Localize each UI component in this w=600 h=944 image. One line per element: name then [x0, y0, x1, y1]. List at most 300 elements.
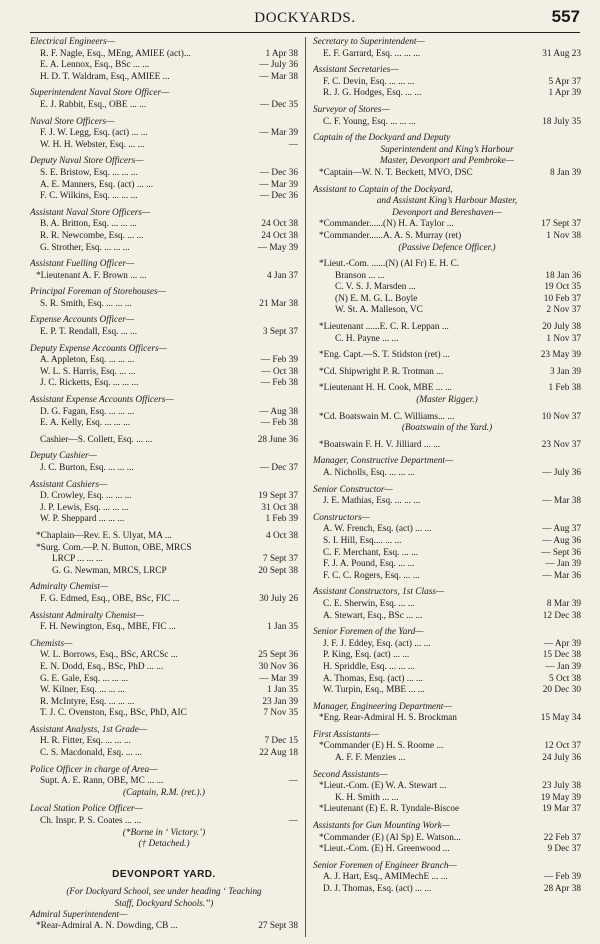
entry-name: F. G. Edmed, Esq., OBE, BSc, FIC ... — [40, 593, 180, 604]
section-heading: Constructors— — [313, 512, 370, 523]
entry-name: Branson ... ... — [335, 270, 385, 281]
entry-date: 18 July 35 — [542, 116, 581, 127]
entry-row — [30, 243, 298, 255]
entry-row — [30, 435, 298, 447]
entry-row — [313, 833, 581, 845]
entry-row — [313, 282, 581, 294]
entry-date: 23 Jan 39 — [262, 696, 298, 707]
entry-block — [30, 480, 298, 526]
entry-name: H. D. T. Waldram, Esq., AMIEE ... — [40, 71, 170, 82]
entry-block — [313, 133, 581, 179]
entry-row — [313, 536, 581, 548]
entry-date: — Dec 37 — [259, 463, 298, 473]
entry-date: 22 Feb 37 — [543, 832, 581, 843]
page-number: 557 — [551, 7, 580, 26]
entry-date: 21 Mar 38 — [259, 298, 298, 309]
entry-block — [30, 804, 298, 850]
entry-name: W. L. S. Harris, Esq. ... ... — [40, 366, 136, 377]
section-heading: Chemists— — [30, 638, 73, 649]
entry-name: D. Crowley, Esq. ... ... ... — [40, 491, 132, 502]
entry-name: *Eng. Capt.—S. T. Stidston (ret) ... — [319, 350, 450, 361]
entry-block — [313, 770, 581, 816]
entry-name: *Commander (E) (Al Sp) E. Watson... — [319, 832, 461, 843]
entry-date: — Mar 38 — [542, 496, 581, 507]
entry-date: — Mar 38 — [259, 71, 298, 82]
entry-row — [313, 468, 581, 480]
entry-name: W. L. Borrows, Esq., BSc, ARCSc ... — [40, 650, 178, 661]
entry-row — [313, 685, 581, 697]
entry-name: Ch. Inspr. P. S. Coates ... ... — [40, 816, 142, 827]
entry-name: Cashier—S. Collett, Esq. ... ... — [40, 434, 153, 445]
section-heading: Expense Accounts Officer— — [30, 315, 135, 326]
page-title: DOCKYARDS. — [254, 10, 356, 26]
entry-date: — Feb 39 — [260, 355, 298, 366]
entry-row — [30, 271, 298, 283]
entry-date: 7 Dec 15 — [264, 736, 298, 747]
entry-block — [30, 639, 298, 720]
section-heading: Manager, Engineering Department— — [313, 701, 452, 712]
entry-date: — May 39 — [257, 242, 298, 253]
section-heading: Assistant Constructors, 1st Class— — [313, 587, 445, 598]
entry-row — [30, 531, 298, 543]
entry-name: F. J. W. Legg, Esq. (act) ... ... — [40, 128, 148, 139]
section-heading: Assistant Analysts, 1st Grade— — [30, 724, 148, 735]
entry-block — [313, 65, 581, 100]
entry-date: 12 Oct 37 — [544, 741, 581, 752]
entry-block — [313, 485, 581, 508]
entry-row — [313, 496, 581, 508]
entry-row — [313, 662, 581, 674]
entry-date: 18 Jan 36 — [545, 270, 581, 281]
entry-row — [30, 72, 298, 84]
entry-date: — Mar 39 — [259, 128, 298, 139]
entry-row — [30, 816, 298, 828]
entry-block — [30, 725, 298, 760]
entry-row — [313, 168, 581, 180]
entry-name: R. J. G. Hodges, Esq. ... ... — [323, 88, 422, 99]
entry-date: 24 July 36 — [542, 753, 581, 764]
entry-name: G. Strother, Esq. ... ... ... — [40, 242, 130, 253]
section-heading: Admiral Superintendent— — [30, 909, 128, 920]
entry-block — [313, 105, 581, 128]
entry-row — [30, 180, 298, 192]
entry-block — [313, 627, 581, 697]
entry-block — [30, 765, 298, 800]
entry-name: *Commander......A. A. S. Murray (ret) — [319, 230, 462, 241]
entry-row — [30, 921, 298, 933]
entry-name: *Lieutenant ......E. C. R. Leppan ... — [319, 322, 449, 333]
entry-name: A. W. French, Esq. (act) ... ... — [323, 524, 432, 535]
section-heading: Deputy Naval Store Officers— — [30, 156, 144, 167]
entry-row — [313, 88, 581, 100]
entry-row — [30, 514, 298, 526]
entry-name: *Captain—W. N. T. Beckett, MVO, DSC — [319, 167, 473, 178]
entry-date: — Jan 39 — [545, 559, 581, 570]
section-heading: Local Station Police Officer— — [30, 804, 143, 815]
entry-block — [313, 37, 581, 60]
entry-name: C. V. S. J. Marsden ... — [335, 282, 416, 293]
section-heading: Principal Foreman of Storehouses— — [30, 287, 166, 298]
entry-row — [313, 571, 581, 583]
entry-date: — July 36 — [259, 60, 298, 71]
entry-date: 23 May 39 — [540, 350, 581, 361]
entry-block — [313, 730, 581, 765]
section-heading: Police Officer in charge of Area— — [30, 764, 158, 775]
entry-date: 4 Jan 37 — [267, 270, 298, 281]
entry-block — [313, 513, 581, 583]
entry-block — [30, 287, 298, 310]
entry-date: 24 Oct 38 — [261, 219, 298, 230]
entry-row — [30, 231, 298, 243]
entry-note: (Boatswain of the Yard.) — [401, 423, 493, 434]
entry-date: 8 Jan 39 — [550, 167, 581, 178]
entry-row — [313, 322, 581, 334]
entry-date: 28 June 36 — [257, 434, 298, 445]
entry-row — [313, 804, 581, 816]
entry-row — [313, 793, 581, 805]
entry-name: *Rear-Admiral A. N. Dowding, CB ... — [36, 921, 178, 932]
entry-name: W. St. A. Malleson, VC — [335, 305, 423, 316]
entry-row — [313, 219, 581, 231]
entry-date — [537, 259, 581, 271]
section-heading: Assistant Expense Accounts Officers— — [30, 395, 174, 406]
entry-row — [30, 463, 298, 475]
entry-name: *Eng. Rear-Admiral H. S. Brockman — [319, 713, 457, 724]
section-heading: Senior Constructor— — [313, 484, 393, 495]
entry-date: 3 Sept 37 — [262, 327, 298, 338]
entry-row — [313, 294, 581, 306]
entry-name: E. P. T. Rendall, Esq. ... ... — [40, 327, 138, 338]
section-heading: Senior Foremen of Engineer Branch— — [313, 860, 457, 871]
entry-note: (Captain, R.M. (ret.).) — [122, 787, 206, 798]
entry-block — [313, 587, 581, 622]
entry-block — [313, 185, 581, 255]
entry-date: 20 Dec 30 — [542, 685, 581, 696]
entry-block — [313, 861, 581, 896]
entry-row — [30, 168, 298, 180]
entry-row — [30, 355, 298, 367]
entry-name: P. King, Esq. (act) ... ... — [323, 650, 410, 661]
entry-row — [313, 559, 581, 571]
entry-row — [313, 334, 581, 346]
entry-name: *Commander......(N) H. A. Taylor ... — [319, 219, 454, 230]
entry-block — [30, 259, 298, 282]
entry-row — [313, 713, 581, 725]
entry-name: J. C. Burton, Esq. ... ... ... — [40, 463, 134, 473]
entry-note: († Detached.) — [138, 839, 190, 850]
entry-block — [30, 611, 298, 634]
entry-date: — Dec 35 — [259, 99, 298, 110]
entry-date: — Sept 36 — [541, 547, 581, 558]
entry-name: C. E. Sherwin, Esq. ... ... — [323, 598, 415, 609]
entry-name: J. P. Lewis, Esq. ... ... ... — [40, 502, 129, 513]
entry-name: A. J. Hart, Esq., AMIMechE ... ... — [323, 872, 448, 883]
entry-row — [30, 100, 298, 112]
entry-date: 23 July 38 — [542, 781, 581, 792]
section-heading-cont: Superintendent and King’s Harbour — [380, 144, 514, 155]
section-heading: Assistant to Captain of the Dockyard, — [313, 184, 453, 195]
entry-row — [30, 554, 298, 566]
entry-date: — Feb 38 — [260, 378, 298, 389]
entry-date: — Apr 39 — [543, 638, 581, 649]
entry-date: 22 Aug 18 — [259, 748, 298, 759]
entry-date: — Aug 36 — [542, 535, 581, 546]
entry-name: (N) E. M. G. L. Boyle — [335, 293, 418, 304]
entry-name: K. H. Smith ... ... — [335, 792, 399, 803]
entry-row — [313, 741, 581, 753]
entry-name: G. E. Gale, Esq. ... ... ... — [40, 673, 129, 684]
entry-date: — Aug 38 — [259, 406, 298, 417]
entry-name: T. J. C. Ovenston, Esq., BSc, PhD, AIC — [40, 708, 187, 719]
entry-name: *Lieutenant (E) E. R. Tyndale-Biscoe — [319, 804, 460, 815]
section-heading: Assistant Naval Store Officers— — [30, 207, 151, 218]
entry-row — [313, 884, 581, 896]
entry-name: H. R. Fitter, Esq. ... ... ... — [40, 736, 131, 747]
entry-name: C. F. Merchant, Esq. ... ... — [323, 547, 419, 558]
entry-date: 20 July 38 — [542, 322, 581, 333]
entry-block — [313, 702, 581, 725]
entry-date: 1 Apr 38 — [265, 48, 298, 59]
entry-date: — Mar 36 — [542, 570, 581, 581]
entry-name: W. H. H. Webster, Esq. ... ... — [40, 139, 145, 150]
entry-date: — Feb 38 — [260, 418, 298, 429]
entry-date: 9 Dec 37 — [547, 844, 581, 855]
entry-date: — — [288, 816, 298, 827]
entry-name: *Lieutenant H. H. Cook, MBE ... ... — [319, 383, 452, 394]
entry-date: 8 Mar 39 — [546, 598, 581, 609]
entry-row — [313, 77, 581, 89]
entry-name: *Cd. Boatswain M. C. Williams... ... — [319, 411, 455, 422]
entry-date: 1 Feb 38 — [548, 383, 581, 394]
entry-block — [30, 315, 298, 338]
entry-row — [313, 781, 581, 793]
entry-name: E. N. Dodd, Esq., BSc, PhD ... ... — [40, 661, 164, 672]
entry-block — [313, 367, 581, 379]
entry-date: — July 36 — [542, 468, 581, 478]
section-heading: Admiralty Chemist— — [30, 582, 109, 593]
entry-date: — — [288, 139, 298, 150]
entry-name: D. J. Thomas, Esq. (act) ... ... — [323, 884, 432, 894]
entry-name: *Lieut.-Com. (E) W. A. Stewart ... — [319, 781, 447, 792]
entry-date: 7 Nov 35 — [263, 708, 298, 719]
section-heading: Assistant Cashiers— — [30, 479, 108, 490]
entry-row — [313, 440, 581, 452]
entry-block — [313, 322, 581, 345]
entry-name: A. Thomas, Esq. (act) ... ... — [323, 673, 424, 684]
section-heading: Manager, Constructive Department— — [313, 456, 454, 467]
entry-name: *Cd. Shipwright P. R. Trotman ... — [319, 366, 444, 377]
entry-name: Supt. A. E. Rann, OBE, MC ... ... — [40, 776, 164, 787]
entry-name: *Lieut.-Com. ......(N) (Al Fr) E. H. C. — [319, 259, 460, 270]
entry-row — [313, 599, 581, 611]
section-heading: Electrical Engineers— — [30, 37, 115, 47]
entry-name: F. J. A. Pound, Esq. ... ... — [323, 559, 415, 570]
entry-row — [30, 60, 298, 72]
entry-date: — Dec 36 — [259, 191, 298, 202]
entry-row — [313, 650, 581, 662]
section-heading: Deputy Cashier— — [30, 451, 97, 462]
entry-date: 31 Aug 23 — [542, 48, 581, 59]
entry-row — [313, 844, 581, 856]
entry-date: 15 May 34 — [540, 713, 581, 724]
entry-name: A. Appleton, Esq. ... ... ... — [40, 355, 135, 366]
entry-name: C. S. Macdonald, Esq. ... ... — [40, 748, 143, 759]
entry-name: F. C. Wilkins, Esq. ... ... ... — [40, 191, 138, 202]
entry-row — [30, 128, 298, 140]
entry-name: A. Stewart, Esq., BSc ... ... — [323, 610, 423, 621]
entry-date: 10 Nov 37 — [541, 411, 581, 422]
entry-name: F. H. Newington, Esq., MBE, FIC ... — [40, 622, 176, 633]
entry-row — [313, 524, 581, 536]
entry-name: F. C. Devin, Esq. ... ... ... — [323, 76, 415, 87]
entry-date: 30 Nov 36 — [258, 661, 298, 672]
entry-row — [30, 736, 298, 748]
entry-date: 10 Feb 37 — [543, 293, 581, 304]
entry-name: R. McIntyre, Esq. ... ... ... — [40, 696, 135, 707]
entry-row — [313, 383, 581, 395]
entry-date: 31 Oct 38 — [261, 502, 298, 513]
entry-row — [30, 685, 298, 697]
entry-name: A. Nicholls, Esq. ... ... ... — [323, 468, 415, 478]
entry-name: *Lieutenant A. F. Brown ... ... — [36, 270, 147, 281]
entry-block — [313, 350, 581, 362]
entry-date: — Feb 39 — [543, 872, 581, 883]
entry-row — [30, 407, 298, 419]
section-heading-cont: and Assistant King’s Harbour Master, — [376, 196, 518, 207]
entry-row — [313, 753, 581, 765]
entry-date: 12 Dec 38 — [542, 610, 581, 621]
entry-name: A. F. F. Menzies ... — [335, 753, 406, 764]
entry-date: 17 Sept 37 — [541, 219, 581, 230]
entry-name: S. R. Smith, Esq. ... ... ... — [40, 298, 132, 309]
entry-block — [313, 412, 581, 435]
entry-name: LRCP ... ... ... — [52, 554, 103, 565]
entry-date: 19 Mar 37 — [542, 804, 581, 815]
section-heading: Captain of the Dockyard and Deputy — [313, 133, 451, 144]
entry-row — [313, 872, 581, 884]
entry-date: 19 Sept 37 — [258, 491, 298, 502]
entry-block — [313, 821, 581, 856]
entry-row — [30, 49, 298, 61]
entry-name: S. I. Hill, Esq.... ... ... — [323, 535, 402, 546]
section-heading: Assistant Fuelling Officer— — [30, 259, 135, 270]
entry-date: — Dec 36 — [259, 167, 298, 178]
entry-name: C. F. Young, Esq. ... ... ... — [323, 116, 416, 127]
entry-date: 15 Dec 38 — [542, 650, 581, 661]
entry-date: 28 Apr 38 — [543, 884, 581, 894]
entry-row — [313, 548, 581, 560]
entry-row — [30, 418, 298, 430]
entry-name: E. J. Rabbit, Esq., OBE ... ... — [40, 99, 147, 110]
entry-name: W. Kilner, Esq. ... ... ... — [40, 685, 125, 696]
section-heading: Deputy Expense Accounts Officers— — [30, 343, 167, 354]
entry-name: G. G. Newman, MRCS, LRCP — [52, 565, 167, 576]
entry-row — [30, 299, 298, 311]
entry-row — [30, 708, 298, 720]
entry-date: — Mar 39 — [259, 673, 298, 684]
entry-row — [30, 776, 298, 788]
entry-row — [313, 350, 581, 362]
entry-date: 1 Jan 35 — [267, 685, 298, 696]
entry-row — [30, 491, 298, 503]
entry-name: *Chaplain—Rev. E. S. Ulyat, MA ... — [36, 530, 172, 541]
entry-row — [313, 259, 581, 271]
entry-date: — Oct 38 — [261, 366, 298, 377]
entry-row — [30, 503, 298, 515]
entry-name: W. Turpin, Esq., MBE ... ... — [323, 685, 425, 696]
entry-block — [30, 910, 298, 933]
entry-name: E. F. Garrard, Esq. ... ... ... — [323, 48, 421, 59]
entry-name: *Commander (E) H. S. Roome ... — [319, 741, 444, 752]
entry-row — [30, 367, 298, 379]
entry-name: J. C. Ricketts, Esq. ... ... ... — [40, 378, 139, 389]
entry-name: C. H. Payne ... ... — [335, 333, 399, 344]
entry-name: B. A. Britton, Esq. ... ... ... — [40, 219, 137, 230]
entry-row — [30, 140, 298, 152]
entry-row — [30, 566, 298, 578]
entry-block — [313, 383, 581, 406]
entry-block — [313, 456, 581, 479]
entry-row — [313, 305, 581, 317]
entry-block — [30, 344, 298, 390]
entry-date: — — [288, 776, 298, 787]
entry-name: D. G. Fagan, Esq. ... ... ... — [40, 406, 135, 417]
section-heading: Surveyor of Stores— — [313, 104, 390, 115]
entry-date: 7 Sept 37 — [262, 554, 298, 565]
entry-row — [30, 748, 298, 760]
section-heading: Senior Foremen of the Yard— — [313, 627, 424, 638]
entry-name: J. F. J. Eddey, Esq. (act) ... ... — [323, 638, 431, 649]
entry-date: 27 Sept 38 — [258, 921, 298, 932]
entry-date: 19 Oct 35 — [544, 282, 581, 293]
section-heading: Naval Store Officers— — [30, 116, 115, 127]
entry-name: E. A. Kelly, Esq. ... ... ... — [40, 418, 131, 429]
column-divider — [305, 37, 306, 937]
entry-block — [30, 451, 298, 474]
entry-block — [313, 259, 581, 317]
entry-row — [30, 697, 298, 709]
entry-name: R. R. Newcombe, Esq. ... ... — [40, 230, 144, 241]
section-heading: Assistant Admiralty Chemist— — [30, 610, 144, 621]
entry-date: 1 Feb 39 — [265, 514, 298, 525]
entry-date: 5 Oct 38 — [548, 673, 581, 684]
entry-row — [30, 378, 298, 390]
entry-date: 1 Apr 39 — [548, 88, 581, 99]
left-column — [30, 37, 298, 944]
entry-row — [30, 622, 298, 634]
entry-row — [30, 594, 298, 606]
entry-name: H. Spriddle, Esq. ... ... ... — [323, 661, 415, 672]
entry-date: 1 Nov 37 — [546, 333, 581, 344]
entry-date: 2 Nov 37 — [546, 305, 581, 316]
entry-block — [313, 440, 581, 452]
entry-row — [30, 191, 298, 203]
entry-name: J. E. Mathias, Esq. ... ... ... — [323, 496, 421, 507]
entry-date: 19 May 39 — [540, 792, 581, 803]
devonport-note: Staff, Dockyard Schools.’’) — [114, 898, 214, 908]
entry-block — [30, 435, 298, 447]
entry-name: *Lieut.-Com. (E) H. Greenwood ... — [319, 844, 450, 855]
entry-name: A. E. Manners, Esq. (act) ... ... — [40, 179, 154, 190]
section-heading: Assistant Secretaries— — [313, 65, 399, 76]
section-heading-cont: Devonport and Bereshaven— — [392, 207, 502, 218]
entry-date: — Mar 39 — [259, 179, 298, 190]
entry-row — [313, 611, 581, 623]
entry-row — [30, 543, 298, 555]
entry-date: — Jan 39 — [545, 661, 581, 672]
entry-row — [313, 412, 581, 424]
entry-date: 1 Jan 35 — [267, 622, 298, 633]
